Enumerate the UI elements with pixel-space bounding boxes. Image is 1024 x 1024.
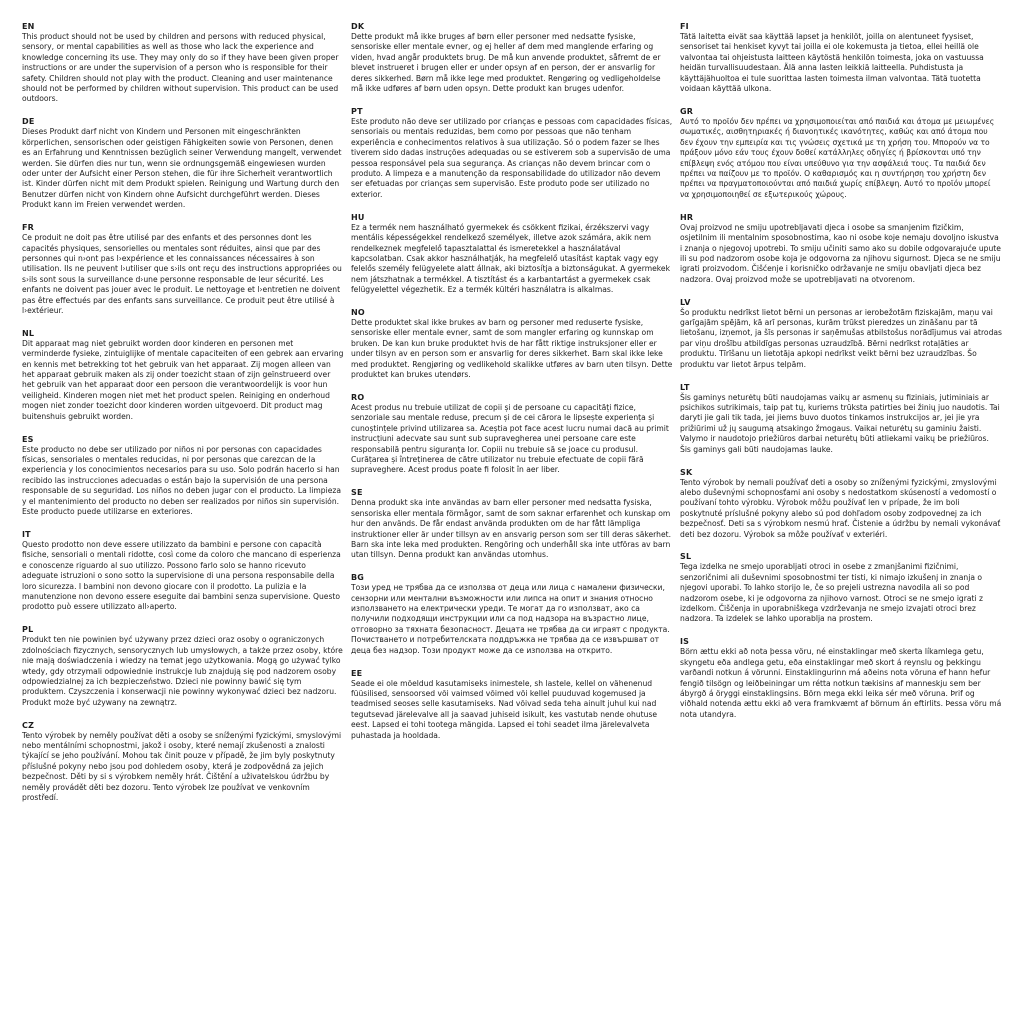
language-code-sk: SK	[680, 467, 693, 477]
language-code-gr: GR	[680, 106, 694, 116]
language-code-nl: NL	[22, 328, 35, 338]
column-3	[680, 21, 1002, 732]
section-se	[351, 487, 673, 560]
language-code-en: EN	[22, 22, 35, 31]
section-lv	[680, 297, 1002, 370]
section-pt	[351, 106, 673, 200]
section-sl	[680, 551, 1002, 624]
language-code-fi: FI	[680, 22, 689, 31]
language-code-is: IS	[680, 637, 690, 647]
section-bg	[351, 572, 673, 656]
language-text-de: Dieses Produkt darf nicht von Kindern und Personen mit eingeschränkten körperlichen, sensorischen oder geistigen Fähigkeiten sowie von Personen, denen es an Erfahrung und Kenntnissen bezüglich seiner Verwendung mangelt, verwendet werden. Sie dürfen dies nur tun, wenn sie ordnungsgemäß eingewiesen wurden oder unter der Aufsicht einer Person stehen, die für ihre Sicherheit verantwortlich ist. Kinder dürfen nicht mit dem Produkt spielen. Reinigung und Wartung durch den Benutzer dürfen nicht von Kindern ohne Aufsicht durchgeführt werden. Dieses Produkt kann im Freien verwendet werden.	[22, 127, 342, 210]
language-text-en: This product should not be used by children and persons with reduced physical, sensory, or mental capabilities as well as those who lack the experience and knowledge concerning its use. They may only do so if they have been given proper instructions or are under the supervision of a person who is responsible for their safety. Children should not play with the product. Cleaning and user maintenance should not be performed by children without supervision. This product can be used outdoors.	[22, 32, 339, 104]
language-text-sl: Tega izdelka ne smejo uporabljati otroci in osebe z zmanjšanimi fizičnimi, senzoričnimi ali duševnimi sposobnostmi ter tisti, ki nimajo izkušenj in znanja o njegovi uporabi. To lahko storijo le, če so prejeli ustrezna navodila ali so pod nadzorom osebe, ki je odgovorna za njihovo varnost. Otroci se ne smejo igrati z izdelkom. Čiščenja in uporabniškega vzdrževanja ne smejo izvajati otroci brez nadzora. Ta izdelek se lahko uporablja na prostem.	[680, 562, 984, 624]
language-code-ee: EE	[351, 668, 363, 678]
section-no	[351, 307, 673, 380]
language-code-se: SE	[351, 488, 363, 498]
section-ro	[351, 392, 673, 476]
language-code-hu: HU	[351, 212, 365, 222]
language-text-gr: Αυτό το προϊόν δεν πρέπει να χρησιμοποιείται από παιδιά και άτομα με μειωμένες σωματικές, αισθητηριακές ή διανοητικές ικανότητες, καθώς και από άτομα που δεν έχουν την εμπειρία και τις γνώσεις σχετικά με τη χρήση του. Μπορούν να το πράξουν μόνο εάν τους έχουν δοθεί κατάλληλες οδηγίες ή βρίσκονται υπό την επίβλεψη ενός ατόμου που είναι υπεύθυνο για την ασφάλειά τους. Τα παιδιά δεν πρέπει να παίζουν με το προϊόν. Ο καθαρισμός και η συντήρηση του χρήστη δεν πρέπει να πραγματοποιούνται από παιδιά χωρίς επίβλεψη. Αυτό το προϊόν μπορεί να χρησιμοποιηθεί σε εξωτερικούς χώρους.	[680, 116, 995, 199]
language-text-ro: Acest produs nu trebuie utilizat de copii și de persoane cu capacități fizice, senzoriale sau mentale reduse, precum și de cei cărora le lipsește experiența și cunoștințele privind utilizarea sa. Aceștia pot face acest lucru numai dacă au primit instrucțiuni adecvate sau sunt sub supravegherea unei persoane care este responsabilă pentru siguranța lor. Copiii nu trebuie să se joace cu produsul. Curățarea și întreținerea de către utilizator nu trebuie efectuate de copii fără supraveghere. Acest produs poate fi folosit în aer liber.	[351, 402, 669, 475]
language-code-no: NO	[351, 308, 365, 318]
section-sk	[680, 467, 1002, 540]
section-it	[22, 529, 344, 613]
language-text-se: Denna produkt ska inte användas av barn eller personer med nedsatta fysiska, sensoriska eller mentala förmågor, samt de som saknar erfarenhet och kunskap om hur den används. De får endast använda produkten om de har fått lämpliga instruktioner eller är under tillsyn av en ansvarig person som ser till deras säkerhet. Barn ska inte leka med produkten. Rengöring och underhåll ska inte utföras av barn utan tillsyn. Denna produkt kan användas utomhus.	[351, 498, 672, 560]
language-text-no: Dette produktet skal ikke brukes av barn og personer med reduserte fysiske, sensoriske eller mentale evner, samt de som mangler erfaring og kunnskap om bruken. De kan kun bruke produktet hvis de har fått riktige instruksjoner eller er under tilsyn av en person som er ansvarlig for deres sikkerhet. Barn skal ikke leke med produktet. Rengjøring og vedlikehold skalikke utføres av barn uten tilsyn. Dette produktet kan brukes utendørs.	[351, 318, 673, 380]
section-hr	[680, 212, 1002, 285]
section-gr	[680, 106, 1002, 200]
language-text-hu: Ez a termék nem használható gyermekek és csökkent fizikai, érzékszervi vagy mentális képességekkel rendelkező személyek, illetve azok számára, akik nem rendelkeznek megfelelő tapasztalattal és ismeretekkel a használatával kapcsolatban. Csak akkor használhatják, ha megfelelő utasítást kaptak vagy egy felelős személy felügyelete alatt állnak, aki biztosítja a biztonságukat. A gyermekek nem játszhatnak a termékkel. A tisztítást és a karbantartást a gyermekek csak felügyelettel végezhetik. Ez a termék kültéri használatra is alkalmas.	[351, 222, 670, 295]
language-code-lt: LT	[680, 382, 690, 392]
language-code-hr: HR	[680, 212, 694, 222]
language-code-pl: PL	[22, 625, 34, 635]
language-text-ee: Seade ei ole mõeldud kasutamiseks inimestele, sh lastele, kellel on vähenenud füüsilised, sensoorsed või vaimsed võimed või kellel puuduvad kogemused ja teadmised seoses selle kasutamiseks. Nad võivad seda teha ainult juhul kui nad tegutsevad järelevalve all ja saavad juhiseid isikult, kes vastutab nende ohutuse eest. Lapsed ei tohi tootega mängida. Lapsed ei tohi seadet ilma järelevalveta puhastada ja hooldada.	[351, 678, 658, 740]
language-text-fr: Ce produit ne doit pas être utilisé par des enfants et des personnes dont les capacités physiques, sensorielles ou mentales sont réduites, ainsi que par des personnes qui n›ont pas l›expérience et les connaissances nécessaires à son utilisation. Ils ne peuvent l›utiliser que s›ils ont reçu des instructions appropriées ou s›ils sont sous la surveillance d›une personne responsable de leur sécurité. Les enfants ne doivent pas jouer avec le produit. Le nettoyage et l›entretien ne doivent pas être effectués par des enfants sans surveillance. Ce produit peut être utilisé à l›extérieur.	[22, 233, 342, 315]
language-text-hr: Ovaj proizvod ne smiju upotrebljavati djeca i osobe sa smanjenim fizičkim, osjetilnim ili mentalnim sposobnostima, kao ni osobe koje nemaju dovoljno iskustva i znanja o njegovoj upotrebi. To smiju učiniti samo ako su dobile odgovarajuće upute ili su pod nadzorom osobe koja je odgovorna za njihovu sigurnost. Djeca se ne smiju igrati proizvodom. Čišćenje i korisničko održavanje ne smiju obavljati djeca bez nadzora. Ovaj proizvod može se upotrebljavati na otvorenom.	[680, 222, 1001, 284]
section-en	[22, 21, 344, 105]
column-2	[351, 21, 673, 753]
language-text-pl: Produkt ten nie powinien być używany przez dzieci oraz osoby o ograniczonych zdolnościach fizycznych, sensorycznych lub umysłowych, a także przez osoby, które nie mają doświadczenia i wiedzy na temat jego użytkowania. Mogą go używać tylko wtedy, gdy otrzymali odpowiednie instrukcje lub znajdują się pod nadzorem osoby odpowiedzialnej za ich bezpieczeństwo. Dzieci nie powinny bawić się tym produktem. Czyszczenia i konserwacji nie powinny wykonywać dzieci bez nadzoru. Produkt może być używany na zewnątrz.	[22, 635, 343, 707]
language-text-lt: Šis gaminys neturėtų būti naudojamas vaikų ar asmenų su fiziniais, jutiminiais ar psichikos sutrikimais, taip pat tų, kuriems trūksta patirties bei žinių juo naudotis. Tai daryti jie gali tik tada, jei jiems buvo duotos tinkamos instrukcijos ar, jei jie yra prižiūrimi už jų saugumą atsakingo žmogaus. Vaikai neturėtų su gaminiu žaisti. Valymo ir naudotojo priežiūros darbai neturėtų būti atliekami vaikų be priežiūros. Šis gaminys gali būti naudojamas lauke.	[680, 392, 1000, 454]
language-text-sk: Tento výrobok by nemali používať deti a osoby so zníženými fyzickými, zmyslovými alebo duševnými schopnosťami ani osoby s nedostatkom skúseností a vedomostí o používaní tohto výrobku. Výrobok môžu používať len v prípade, že im boli poskytnuté príslušné pokyny alebo sú pod dohľadom osoby zodpovednej za ich bezpečnosť. Deti sa s výrobkom nesmú hrať. Čistenie a údržbu by nemali vykonávať deti bez dozoru. Výrobok sa môže používať v exteriéri.	[680, 477, 1001, 539]
language-code-ro: RO	[351, 392, 365, 402]
section-cz	[22, 720, 344, 804]
language-text-it: Questo prodotto non deve essere utilizzato da bambini e persone con capacità fisiche, sensoriali o mentali ridotte, così come da coloro che mancano di esperienza e conoscenze riguardo al suo utilizzo. Possono farlo solo se hanno ricevuto adeguate istruzioni o sono sotto la supervisione di una persona responsabile della loro sicurezza. I bambini non devono giocare con il prodotto. La pulizia e la manutenzione non devono essere eseguite dai bambini senza supervisione. Questo prodotto può essere utilizzato all›aperto.	[22, 539, 341, 612]
section-de	[22, 116, 344, 210]
language-code-it: IT	[22, 529, 31, 539]
section-nl	[22, 328, 344, 422]
language-code-es: ES	[22, 434, 34, 444]
language-text-es: Este producto no debe ser utilizado por niños ni por personas con capacidades físicas, sensoriales o mentales reducidas, ni por personas que carezcan de la experiencia y los conocimientos necesarios para su uso. Solo podrán hacerlo si han recibido las instrucciones adecuadas o están bajo la supervisión de una persona responsable de su seguridad. Los niños no deben jugar con el producto. La limpieza y el mantenimiento del producto no deben ser realizados por niños sin supervisión. Este producto puede utilizarse en exteriores.	[22, 444, 342, 517]
section-dk	[351, 21, 673, 94]
language-code-lv: LV	[680, 297, 691, 307]
section-fi	[680, 21, 1002, 94]
language-code-pt: PT	[351, 106, 363, 116]
language-code-dk: DK	[351, 22, 365, 31]
language-text-pt: Este produto não deve ser utilizado por crianças e pessoas com capacidades físicas, sensoriais ou mentais reduzidas, bem como por pessoas que não tenham experiência e conhecimentos relativos à sua utilização. Só o podem fazer se lhes tiverem sido dadas instruções adequadas ou se estiverem sob a supervisão de uma pessoa responsável pela sua segurança. As crianças não devem brincar com o produto. A limpeza e a manutenção da responsabilidade do utilizador não devem ser efetuadas por crianças sem supervisão. Este produto pode ser utilizado no exterior.	[351, 116, 673, 199]
language-code-cz: CZ	[22, 720, 35, 730]
language-code-sl: SL	[680, 552, 692, 562]
language-code-fr: FR	[22, 223, 35, 233]
section-is	[680, 636, 1002, 720]
language-text-is: Börn ættu ekki að nota þessa vöru, né einstaklingar með skerta líkamlega getu, skyngetu eða andlega getu, eða einstaklingar með skort á reynslu og þekkingu varðandi notkun á vörunni. Einstaklingurinn má aðeins nota vöruna ef hann hefur fengið tilsögn og leiðbeiningar um rétta notkun tækisins af manneskju sem ber ábyrgð á öryggi einstaklingsins. Börn mega ekki leika sér með vöruna. Þrif og viðhald notenda ættu ekki að vera framkvæmt af börnum án eftirlits. Þessa vöru má nota utandyra.	[680, 647, 1002, 719]
section-hu	[351, 212, 673, 296]
language-text-lv: Šo produktu nedrīkst lietot bērni un personas ar ierobežotām fiziskajām, maņu vai garīgajām spējām, kā arī personas, kurām trūkst pieredzes un zināšanu par tā lietošanu, izņemot, ja šīs personas ir saņēmušas atbilstošus norādījumus vai atrodas par viņu drošību atbildīgas personas uzraudzībā. Bērni nedrīkst rotaļāties ar produktu. Tīrīšanu un lietotāja apkopi nedrīkst veikt bērni bez uzraudzības. Šo produktu var lietot ārpus telpām.	[680, 307, 1002, 369]
language-code-bg: BG	[351, 573, 365, 583]
column-1	[22, 21, 344, 815]
language-text-bg: Този уред не трябва да се използва от деца или лица с намалени физически, сензорни или ментални възможности или липса на опит и знания относно използването на електрически уреди. Те могат да го използват, ако са получили подходящи инструкции или са под надзора на възрастно лице, отговорно за тяхната безопасност. Децата не трябва да си играят с продукта. Почистването и потребителската поддръжка не трябва да се извършват от деца без надзор. Този продукт може да се използва на открито.	[351, 583, 670, 655]
language-text-dk: Dette produkt må ikke bruges af børn eller personer med nedsatte fysiske, sensoriske eller mentale evner, og ej heller af dem med manglende erfaring og viden, hvad angår produktets brug. De må kun anvende produktet, såfremt de er blevet instrueret i brugen eller er under opsyn af en person, der er ansvarlig for deres sikkerhed. Børn må ikke lege med produktet. Rengøring og vedligeholdelse må ikke udføres af børn uden opsyn. Dette produkt kan bruges udenfor.	[351, 32, 661, 94]
section-ee	[351, 668, 673, 741]
language-text-nl: Dit apparaat mag niet gebruikt worden door kinderen en personen met verminderde fysieke, zintuiglijke of mentale capaciteiten of een gebrek aan ervaring en kennis met betrekking tot het gebruik van het apparaat. Zij mogen alleen van het apparaat gebruik maken als zij onder toezicht staan of zijn geïnstrueerd over het gebruik van het apparaat door een persoon die verantwoordelijk is voor hun veiligheid. Kinderen mogen niet met het product spelen. Reiniging en onderhoud mogen niet zonder toezicht door kinderen worden uitgevoerd. Dit product mag buitenshuis gebruikt worden.	[22, 338, 344, 421]
section-fr	[22, 222, 344, 316]
language-text-fi: Tätä laitetta eivät saa käyttää lapset ja henkilöt, joilla on alentuneet fyysiset, sensoriset tai henkiset kyvyt tai joilla ei ole kokemusta ja tietoa, ellei heillä ole valvontaa tai ohjeistusta laitteen käytöstä henkilön toimesta, joka on vastuussa heidän turvallisuudestaan. Älä anna lasten leikkiä laitteella. Puhdistusta ja käyttäjähuoltoa ei tule suorittaa lasten toimesta ilman valvontaa. Tätä tuotetta voidaan käyttää ulkona.	[680, 32, 984, 94]
language-code-de: DE	[22, 117, 35, 127]
section-pl	[22, 624, 344, 708]
section-lt	[680, 382, 1002, 455]
section-es	[22, 434, 344, 518]
language-text-cz: Tento výrobek by neměly používat děti a osoby se sníženými fyzickými, smyslovými nebo mentálními schopnostmi, jakož i osoby, které nemají zkušenosti a znalosti týkající se jeho používání. Mohou tak činit pouze v případě, že jim byly poskytnuty příslušné pokyny nebo jsou pod dohledem osoby, která je zodpovědná za jejich bezpečnost. Děti by si s výrobkem neměly hrát. Čištění a uživatelskou údržbu by neměly provádět děti bez dozoru. Tento výrobek lze používat ve venkovním prostředí.	[22, 730, 342, 803]
